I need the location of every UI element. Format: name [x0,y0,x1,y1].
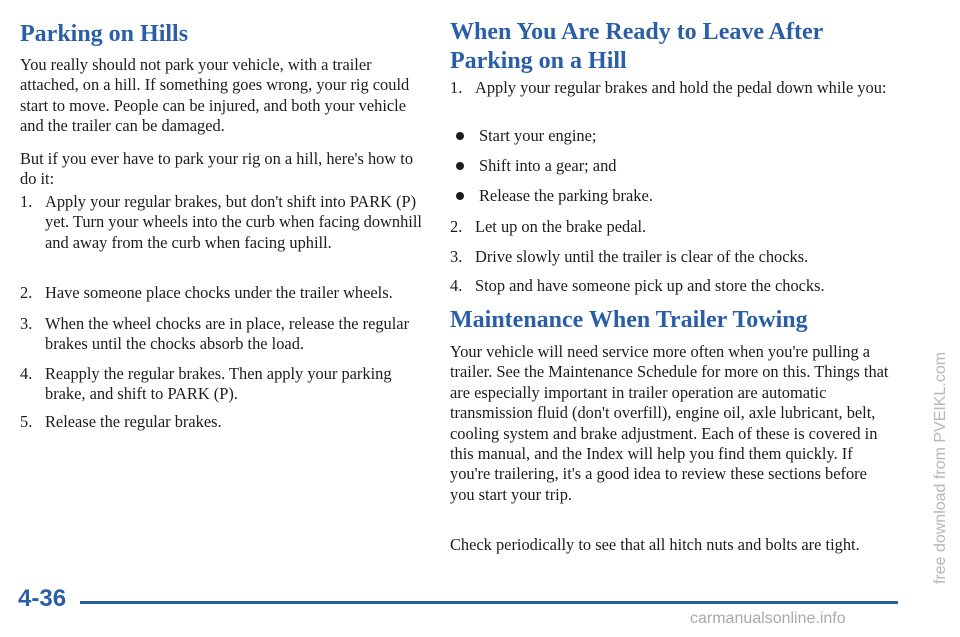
list-item: 3. When the wheel chocks are in place, release the regular brakes until the chocks absorb the load. [20,314,410,354]
section-heading-maintenance: Maintenance When Trailer Towing [450,307,808,333]
bullet-item: Shift into a gear; and [456,156,616,176]
bullet-item: Release the parking brake. [456,186,653,206]
list-item: 5. Release the regular brakes. [20,412,222,431]
bullet-icon [456,192,464,200]
list-item: 4. Reapply the regular brakes. Then apply your parking brake, and shift to PARK (P). [20,364,392,404]
footer-rule [80,601,898,604]
intro-paragraph: You really should not park your vehicle, with a trailer attached, on a hill. If something goes wrong, your rig could start to move. People can be injured, and both your vehicle and the trailer can be damaged. [20,55,410,136]
vertical-watermark: free download from PVEIKL.com [932,351,949,585]
bullet-item: Start your engine; [456,126,596,146]
list-item: 4. Stop and have someone pick up and store the chocks. [450,276,825,295]
list-item: 1. Apply your regular brakes, but don't shift into PARK (P) yet. Turn your wheels into the curb when facing downhill and away from the curb when facing uphill. [20,192,422,252]
bullet-icon [456,132,464,140]
bullet-icon [456,162,464,170]
section-heading-parking-on-hills: Parking on Hills [20,21,189,47]
lead-paragraph: But if you ever have to park your rig on a hill, here's how to do it: [20,149,414,189]
section-heading-ready-to-leave: When You Are Ready to Leave After Parking on a Hill [450,19,823,74]
page-number: 4-36 [18,585,67,612]
list-item: 2. Have someone place chocks under the trailer wheels. [20,283,393,302]
hitch-check-paragraph: Check periodically to see that all hitch nuts and bolts are tight. [450,535,860,554]
corner-watermark: carmanualsonline.info [690,610,846,627]
list-item: 3. Drive slowly until the trailer is clear of the chocks. [450,247,809,266]
list-item: 1. Apply your regular brakes and hold the pedal down while you: [450,78,887,97]
list-item: 2. Let up on the brake pedal. [450,217,647,236]
maintenance-paragraph: Your vehicle will need service more often when you're pulling a trailer. See the Maintenance Schedule for more on this. Things that are especially important in trailer operation are automatic transmission fluid (don't overfill), engine oil, axle lubricant, belt, cooling system and brake adjustment. Each of these is covered in this manual, and the Index will help you find them quickly. If you're trailering, it's a good idea to review these sections before you start your trip. [450,342,889,504]
